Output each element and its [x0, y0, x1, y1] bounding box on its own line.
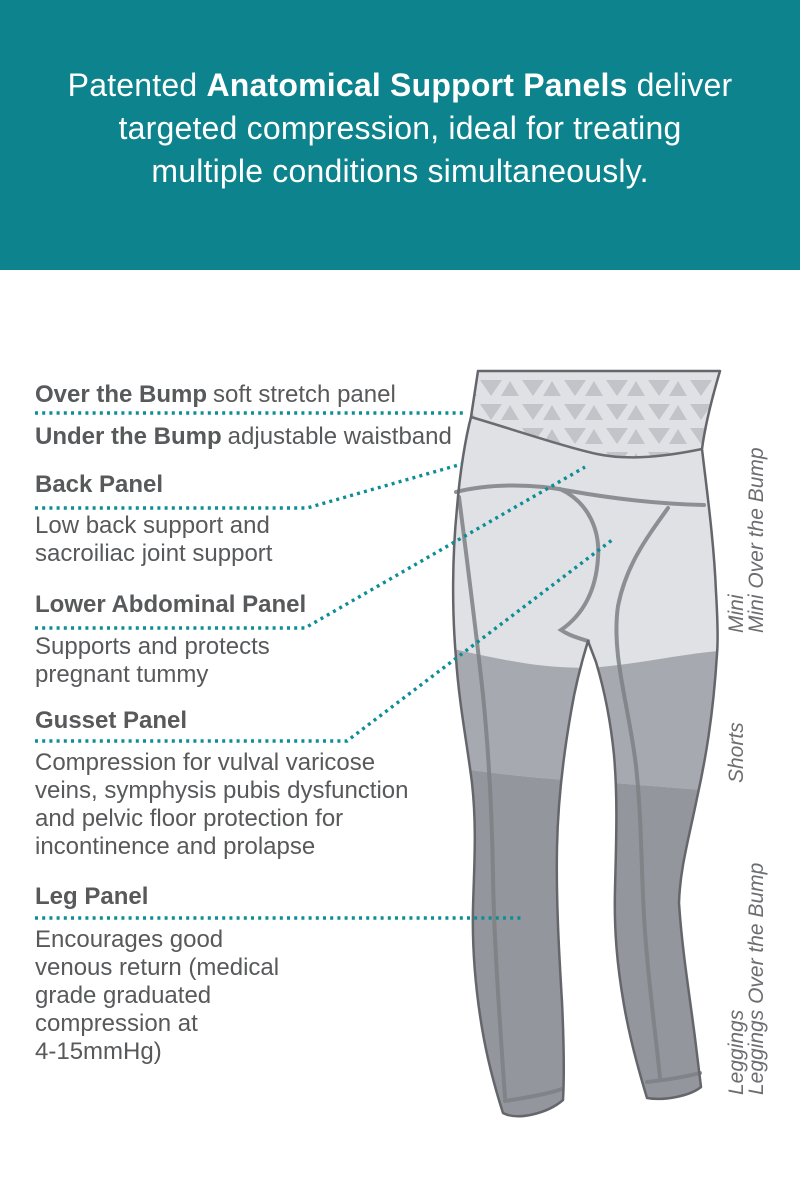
leg-desc-line: compression at	[35, 1010, 198, 1037]
side-label-shorts-line: Shorts	[725, 722, 748, 783]
label-under-the-bump	[35, 422, 452, 451]
leg-desc-line: venous return (medical	[35, 954, 280, 981]
gusset-panel-heading: Gusset Panel	[35, 707, 188, 734]
leg-desc-line: grade graduated	[35, 982, 212, 1009]
back-panel-heading: Back Panel	[35, 471, 164, 498]
side-label-leggings-line: Leggings	[725, 1009, 748, 1095]
garment-body	[440, 360, 730, 1140]
side-label-mini-otb-line: Mini Over the Bump	[745, 447, 768, 633]
leg-desc-line: Encourages good	[35, 926, 224, 953]
side-label-shorts	[727, 722, 747, 783]
side-label-mini-line: Mini	[725, 594, 748, 633]
under-the-bump-desc: adjustable waistband	[227, 423, 452, 450]
side-label-leggings	[727, 863, 767, 1095]
back-panel-desc	[35, 512, 272, 568]
lower-abdominal-desc-line: Supports and protects	[35, 633, 270, 660]
gusset-desc-line: Compression for vulval varicose	[35, 749, 376, 776]
lower-abdominal-desc-line: pregnant tummy	[35, 661, 209, 688]
lower-abdominal-panel-heading: Lower Abdominal Panel	[35, 591, 307, 618]
leggings-band	[440, 766, 730, 1140]
leg-panel-desc	[35, 926, 279, 1066]
lower-abdominal-panel-desc	[35, 633, 270, 689]
banner-text-post: deliver	[627, 67, 733, 103]
leg-panel-heading: Leg Panel	[35, 883, 149, 910]
label-over-the-bump	[35, 380, 396, 409]
gusset-desc-line: and pelvic floor protection for	[35, 805, 344, 832]
over-the-bump-title: Over the Bump	[35, 381, 208, 408]
gusset-panel-desc	[35, 749, 409, 861]
banner-line-3: multiple conditions simultaneously.	[151, 153, 649, 189]
under-the-bump-title: Under the Bump	[35, 423, 222, 450]
gusset-desc-line: incontinence and prolapse	[35, 833, 316, 860]
side-label-leggings-otb-line: Leggings Over the Bump	[745, 862, 768, 1095]
banner-text-bold: Anatomical Support Panels	[206, 67, 628, 103]
back-panel-desc-line: sacroiliac joint support	[35, 540, 273, 567]
over-the-bump-desc: soft stretch panel	[213, 381, 396, 408]
gusset-desc-line: veins, symphysis pubis dysfunction	[35, 777, 409, 804]
leg-desc-line: 4-15mmHg)	[35, 1038, 162, 1065]
banner-text-pre: Patented	[67, 67, 207, 103]
back-panel-desc-line: Low back support and	[35, 512, 270, 539]
side-label-mini	[727, 447, 767, 633]
banner-line-2: targeted compression, ideal for treating	[118, 110, 682, 146]
